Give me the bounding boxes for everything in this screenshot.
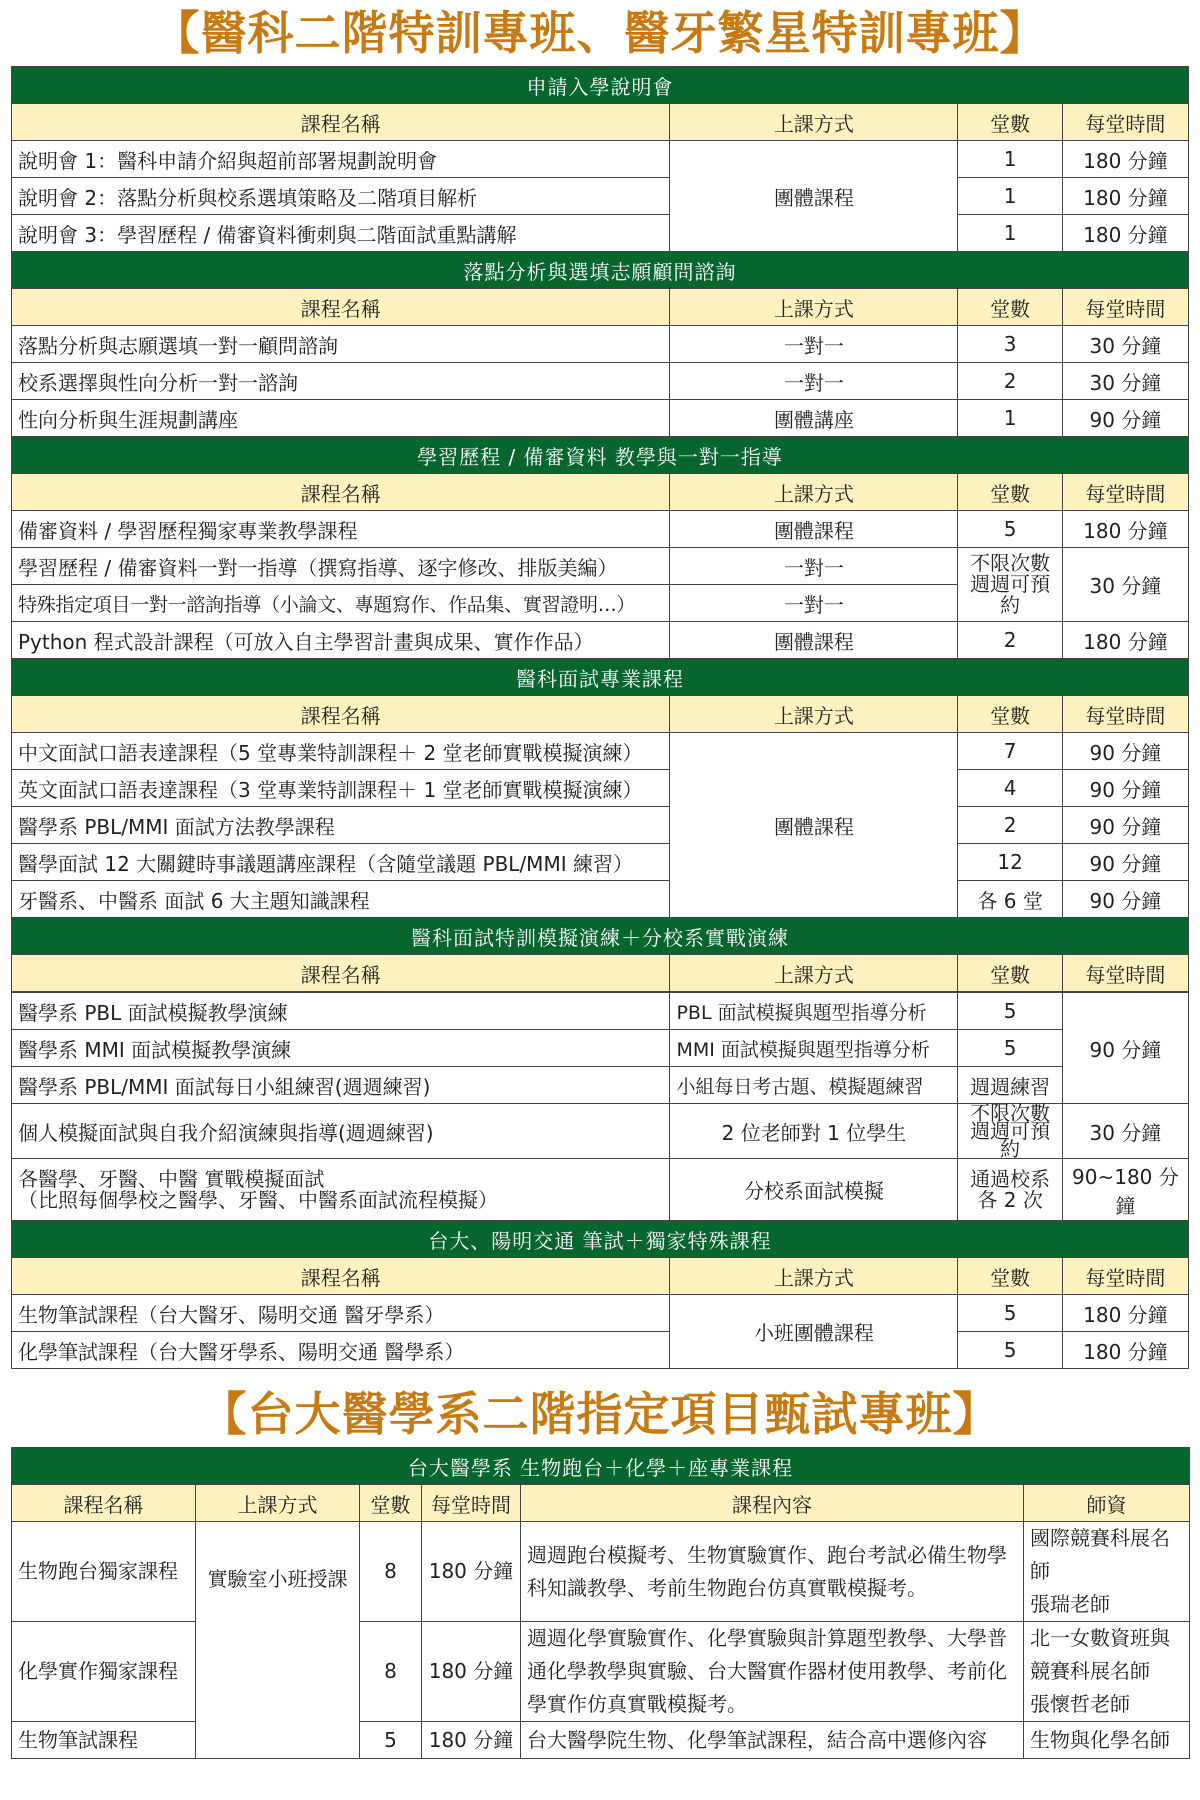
- table-row: 醫學系 PBL 面試模擬教學演練 PBL 面試模擬與題型指導分析 5 90 分鐘: [12, 993, 1189, 1030]
- table-row: 中文面試口語表達課程（5 堂專業特訓課程＋ 2 堂老師實戰模擬演練） 團體課程 7 90 分鐘: [12, 733, 1189, 770]
- table-row: 各醫學、牙醫、中醫 實戰模擬面試 （比照每個學校之醫學、牙醫、中醫系面試流程模擬） 分校系面試模擬 通過校系 各 2 次 90~180 分鐘: [12, 1159, 1189, 1221]
- column-header-row: 課程名稱 上課方式 堂數 每堂時間: [12, 104, 1189, 141]
- table-row: 說明會 3：學習歷程 / 備審資料衝刺與二階面試重點講解 1 180 分鐘: [12, 215, 1189, 252]
- table-row: 醫學系 MMI 面試模擬教學演練 MMI 面試模擬與題型指導分析 5: [12, 1030, 1189, 1067]
- table-row: 生物筆試課程 5 180 分鐘 台大醫學院生物、化學筆試課程，結合高中選修內容 生物與化學名師: [12, 1722, 1190, 1759]
- course-table-ntu: [11, 1447, 1190, 1759]
- table-row: 牙醫系、中醫系 面試 6 大主題知識課程 各 6 堂 90 分鐘: [12, 881, 1189, 918]
- section-title-consulting: 落點分析與選填志願顧問諮詢: [12, 252, 1189, 289]
- table-row: 校系選擇與性向分析一對一諮詢 一對一 2 30 分鐘: [12, 363, 1189, 400]
- method-cell: 小班團體課程: [670, 1295, 958, 1369]
- section-title-portfolio: 學習歷程 / 備審資料 教學與一對一指導: [12, 437, 1189, 474]
- table-row: 學習歷程 / 備審資料一對一指導（撰寫指導、逐字修改、排版美編） 一對一 不限次數 週週可預約 30 分鐘: [12, 548, 1189, 585]
- merged-time-cell: 30 分鐘: [1062, 548, 1188, 622]
- table-row: 醫學面試 12 大關鍵時事議題講座課程（含隨堂議題 PBL/MMI 練習） 12 90 分鐘: [12, 844, 1189, 881]
- column-header-row: 課程名稱 上課方式 堂數 每堂時間: [12, 474, 1189, 511]
- table-row: 生物跑台獨家課程 實驗室小班授課 8 180 分鐘 週週跑台模擬考、生物實驗實作、跑台考試必備生物學科知識教學、考前生物跑台仿真實戰模擬考。 國際競賽科展名師 張瑞老師: [12, 1522, 1190, 1622]
- table-row: 性向分析與生涯規劃講座 團體講座 1 90 分鐘: [12, 400, 1189, 437]
- section-title-ntu: 台大醫學系 生物跑台＋化學＋座專業課程: [12, 1448, 1190, 1485]
- column-header-row: 課程名稱 上課方式 堂數 每堂時間 課程內容 師資: [12, 1485, 1190, 1522]
- table-row: Python 程式設計課程（可放入自主學習計畫與成果、實作作品） 團體課程 2 180 分鐘: [12, 622, 1189, 659]
- table-row: 生物筆試課程（台大醫牙、陽明交通 醫牙學系） 小班團體課程 5 180 分鐘: [12, 1295, 1189, 1332]
- table-row: 個人模擬面試與自我介紹演練與指導(週週練習) 2 位老師對 1 位學生 不限次數 週週可預約 30 分鐘: [12, 1104, 1189, 1159]
- table-row: 特殊指定項目一對一諮詢指導（小論文、專題寫作、作品集、實習證明…） 一對一: [12, 585, 1189, 622]
- table-row: 化學筆試課程（台大醫牙學系、陽明交通 醫學系） 5 180 分鐘: [12, 1332, 1189, 1369]
- table-row: 醫學系 PBL/MMI 面試方法教學課程 2 90 分鐘: [12, 807, 1189, 844]
- merged-count-cell: 不限次數 週週可預約: [958, 548, 1062, 622]
- course-table-mock: [11, 992, 1189, 1369]
- table-row: 英文面試口語表達課程（3 堂專業特訓課程＋ 1 堂老師實戰模擬演練） 4 90 分鐘: [12, 770, 1189, 807]
- main-title: 【醫科二階特訓專班、醫牙繁星特訓專班】: [153, 6, 1047, 60]
- table-row: 化學實作獨家課程 8 180 分鐘 週週化學實驗實作、化學實驗與計算題型教學、大學普通化學教學與實驗、台大醫實作器材使用教學、考前化學實作仿真實戰模擬考。 北一女數資班與 競賽科展名師 張懷哲老師: [12, 1622, 1190, 1722]
- method-cell: 實驗室小班授課: [196, 1522, 360, 1759]
- method-cell: 團體課程: [670, 733, 958, 918]
- merged-time-cell: 90 分鐘: [1062, 993, 1188, 1104]
- method-cell: 團體課程: [670, 141, 958, 252]
- table-row: 說明會 2：落點分析與校系選填策略及二階項目解析 1 180 分鐘: [12, 178, 1189, 215]
- course-table-main: [11, 66, 1189, 992]
- table-row: 說明會 1：醫科申請介紹與超前部署規劃說明會 團體課程 1 180 分鐘: [12, 141, 1189, 178]
- table-row: 落點分析與志願選填一對一顧問諮詢 一對一 3 30 分鐘: [12, 326, 1189, 363]
- section-title-written-exam: 台大、陽明交通 筆試＋獨家特殊課程: [12, 1221, 1189, 1258]
- section-title-info-session: 申請入學說明會: [12, 67, 1189, 104]
- section-title-mock-interview: 醫科面試特訓模擬演練＋分校系實戰演練: [12, 918, 1189, 955]
- section-title-interview-courses: 醫科面試專業課程: [12, 659, 1189, 696]
- column-header-row: 課程名稱 上課方式 堂數 每堂時間: [12, 955, 1189, 992]
- column-header-row: 課程名稱 上課方式 堂數 每堂時間: [12, 1258, 1189, 1295]
- secondary-title: 【台大醫學系二階指定項目甄試專班】: [200, 1387, 1000, 1441]
- column-header-row: 課程名稱 上課方式 堂數 每堂時間: [12, 289, 1189, 326]
- table-row: 醫學系 PBL/MMI 面試每日小組練習(週週練習) 小組每日考古題、模擬題練習 週週練習: [12, 1067, 1189, 1104]
- column-header-row: 課程名稱 上課方式 堂數 每堂時間: [12, 696, 1189, 733]
- table-row: 備審資料 / 學習歷程獨家專業教學課程 團體課程 5 180 分鐘: [12, 511, 1189, 548]
